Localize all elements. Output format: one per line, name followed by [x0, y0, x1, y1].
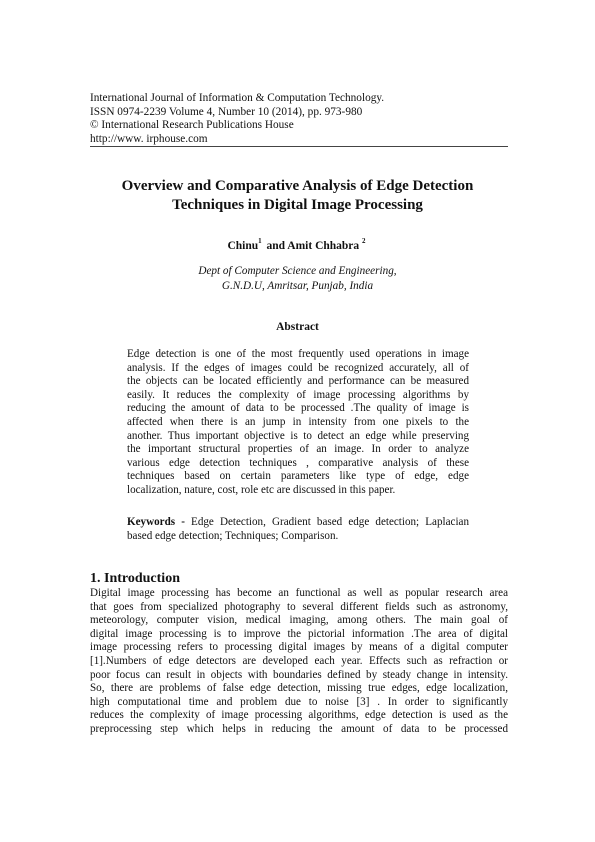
affiliation: [60, 264, 535, 294]
journal-name: International Journal of Information & Computation Technology.: [90, 92, 385, 104]
abstract-line: Edge detection is one of the most frequently used operations in image: [127, 348, 469, 360]
journal-header: [90, 92, 508, 146]
journal-url: http://www. irphouse.com: [90, 132, 208, 145]
introduction-line: that goes from specialized photography to several different fields such as astronomy,: [90, 600, 508, 613]
introduction-line: [1].Numbers of edge detectors are developed each year. Effects such as refraction or: [90, 654, 508, 667]
keywords-text-2: based edge detection; Techniques; Comparison.: [127, 529, 339, 542]
abstract-line: affected when there is an jump in intensity from one pixels to the: [127, 415, 469, 428]
keywords-text-1: Edge Detection, Gradient based edge detection; Laplacian: [191, 516, 469, 528]
title-line-2: Techniques in Digital Image Processing: [172, 197, 423, 213]
introduction-line: image processing refers to processing digital images by means of a digital computer: [90, 641, 508, 654]
abstract-line: analysis. If the edges of images could be recognized accurately, all of: [127, 361, 469, 374]
abstract-line: another. Thus important objective is to detect an edge while preserving: [127, 429, 469, 442]
author-list: [60, 238, 535, 252]
author-2-affiliation-mark: 2: [362, 237, 366, 245]
introduction-line: So, there are problems of false edge detection, missing true edges, edge localization,: [90, 682, 508, 695]
abstract-line: the objects can be located efficiently and performance can be measured: [127, 375, 469, 388]
abstract-line: easily. It reduces the complexity of image processing algorithms by: [127, 388, 469, 401]
abstract-line: the important structural properties of an image. In order to analyze: [127, 443, 469, 456]
affiliation-department: Dept of Computer Science and Engineering,: [198, 265, 397, 277]
header-divider: [90, 146, 508, 147]
introduction-line: reduces the complexity of image processing algorithms, edge detection is used as the: [90, 709, 508, 722]
keywords-line-1: [127, 516, 469, 530]
introduction-line: digital image processing is to improve the pictorial information .The area of digital: [90, 627, 508, 640]
introduction-body: [90, 587, 508, 737]
issn-line: ISSN 0974-2239 Volume 4, Number 10 (2014), pp. 973-980: [90, 105, 363, 118]
introduction-line: high computational time and problem due to noise [3] . In order to significantly: [90, 695, 508, 708]
keywords-block: [127, 516, 469, 543]
author-1-name: Chinu: [227, 239, 259, 252]
title-line-1: Overview and Comparative Analysis of Edge Detection: [121, 178, 474, 194]
keywords-label: Keywords -: [127, 516, 185, 528]
paper-title: [60, 177, 535, 215]
introduction-line: Digital image processing has become an functional as well as popular research area: [90, 587, 508, 599]
introduction-line: meteorology, computer vision, medical imaging, among others. The main goal of: [90, 614, 508, 627]
abstract-heading: Abstract: [276, 321, 319, 333]
author-1-affiliation-mark: 1: [258, 237, 262, 245]
abstract-line: techniques based on certain parameters like type of edge, edge: [127, 470, 469, 483]
introduction-heading: 1. Introduction: [90, 571, 180, 586]
publisher-line: © International Research Publications House: [90, 119, 294, 132]
abstract-body: [127, 348, 469, 498]
abstract-line: various edge detection techniques , comparative analysis of these: [127, 456, 469, 469]
abstract-line: reducing the amount of data to be processed .The quality of image is: [127, 402, 469, 415]
introduction-line: preprocessing step which helps in reducing the amount of data to be processed: [90, 722, 508, 735]
introduction-line: poor focus can result in objects with boundaries defined by steady change in intensity.: [90, 668, 508, 681]
affiliation-location: G.N.D.U, Amritsar, Punjab, India: [221, 280, 374, 292]
author-2-name: and Amit Chhabra: [266, 239, 360, 252]
abstract-line: localization, nature, cost, role etc are discussed in this paper.: [127, 483, 396, 496]
